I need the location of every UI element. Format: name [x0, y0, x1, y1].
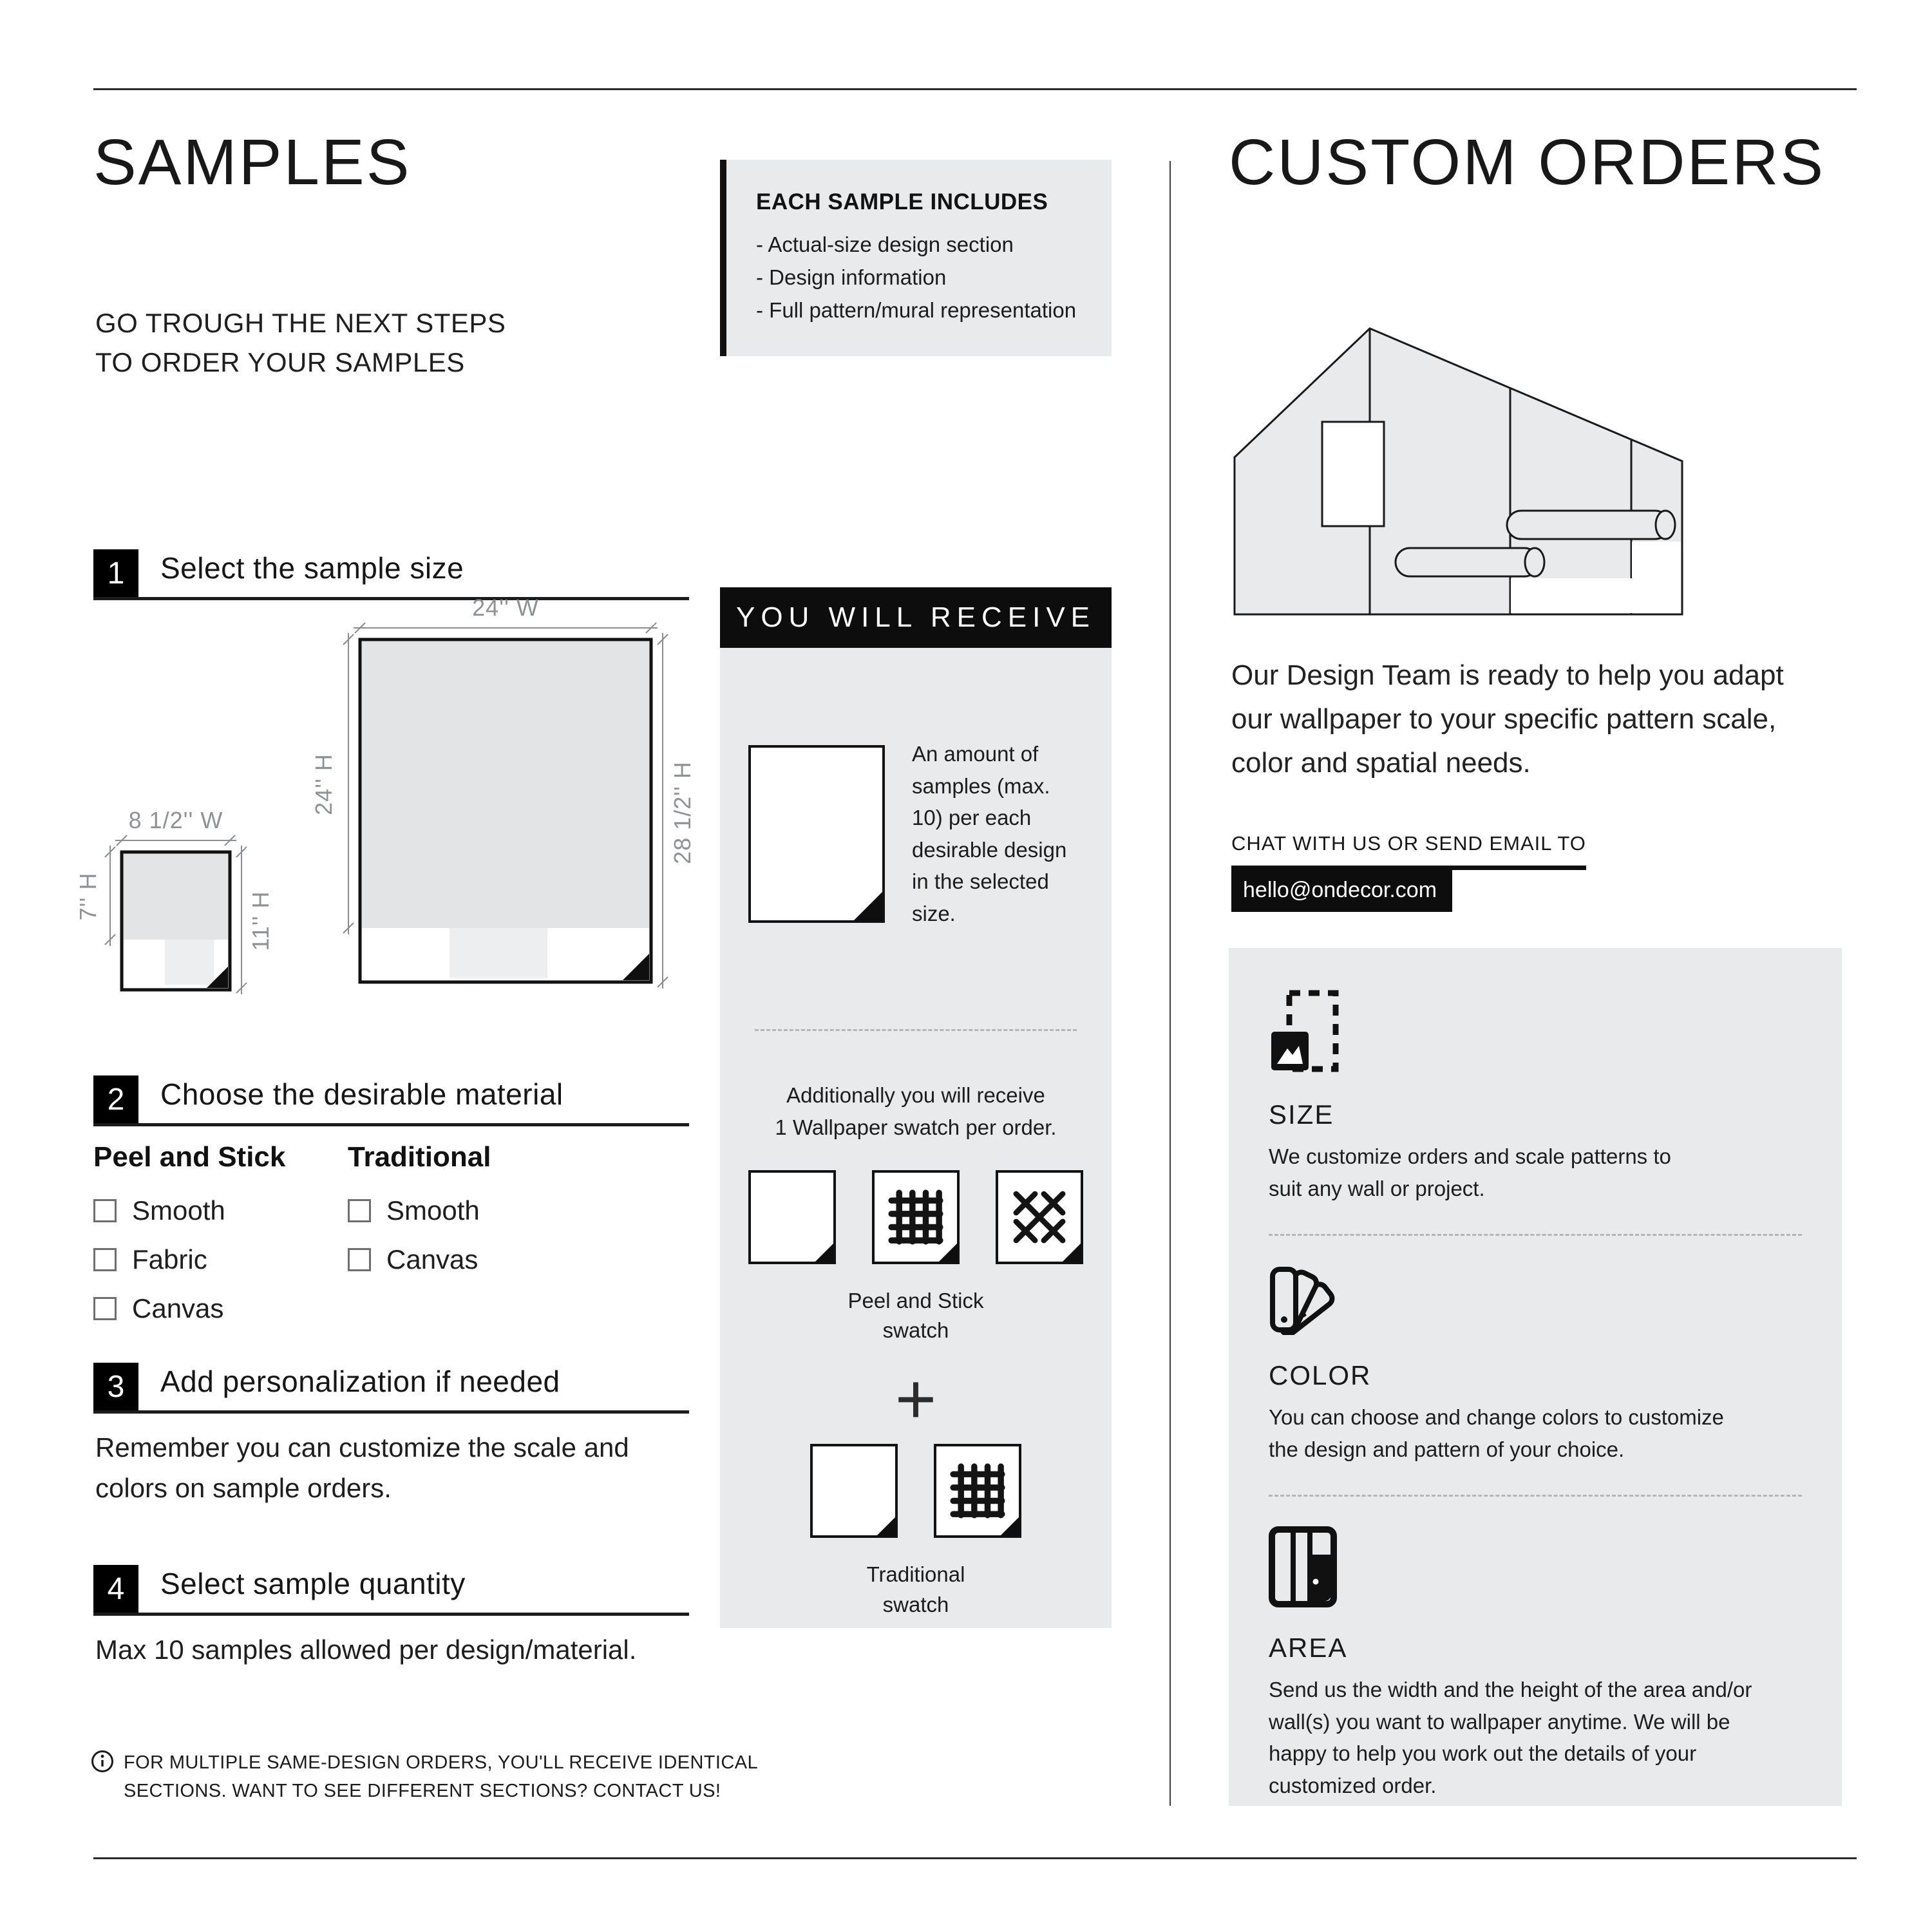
checkbox-peel-smooth[interactable]: [93, 1199, 117, 1222]
custom-paragraph: Our Design Team is ready to help you adapt our wallpaper to your specific pattern scale, color and spatial needs.: [1231, 659, 1784, 779]
includes-title: EACH SAMPLE INCLUDES: [756, 189, 1048, 214]
house-wallpaper-icon: [1233, 325, 1684, 616]
step-2-header: [93, 1070, 689, 1126]
step-1-badge: 1: [93, 549, 138, 597]
material-option-row[interactable]: [348, 1195, 491, 1226]
checkbox-peel-fabric[interactable]: [93, 1248, 117, 1271]
step-1-title: Select the sample size: [160, 551, 464, 585]
additional-note-line1: Additionally you will receive: [786, 1083, 1045, 1107]
step-3-title: Add personalization if needed: [160, 1365, 560, 1398]
step-3-header: [93, 1358, 689, 1414]
features-divider: [1269, 1234, 1802, 1236]
peel-swatch-label-line2: swatch: [882, 1318, 949, 1343]
material-option-row[interactable]: [348, 1244, 491, 1275]
materials-section: [93, 1141, 689, 1347]
samples-intro-line2: TO ORDER YOUR SAMPLES: [95, 346, 465, 377]
step-4-badge: 4: [93, 1565, 138, 1613]
step-4-text: Max 10 samples allowed per design/material.: [95, 1634, 637, 1665]
samples-intro: [95, 304, 506, 383]
house-illustration: [1233, 325, 1684, 620]
materials-traditional-column: [348, 1141, 491, 1293]
dim-large-height-left: 24'' H: [310, 753, 337, 815]
info-icon: [90, 1749, 115, 1774]
checkbox-traditional-canvas[interactable]: [348, 1248, 371, 1271]
footnote-line2: SECTIONS. WANT TO SEE DIFFERENT SECTIONS? CONTACT US!: [124, 1780, 721, 1801]
material-label: Smooth: [386, 1195, 480, 1226]
footnote-text: [124, 1749, 758, 1805]
feature-area-title: AREA: [1269, 1633, 1348, 1663]
feature-size-text: We customize orders and scale patterns to suit any wall or project.: [1269, 1144, 1671, 1200]
sample-paper-row: [748, 738, 1083, 929]
material-option-row[interactable]: [93, 1293, 285, 1324]
dim-small-height-right: 11'' H: [247, 891, 274, 951]
checkbox-peel-canvas[interactable]: [93, 1297, 117, 1320]
feature-color-text: You can choose and change colors to customize the design and pattern of your choice.: [1269, 1405, 1724, 1461]
peel-swatch-row: [748, 1170, 1083, 1264]
color-icon: [1269, 1265, 1345, 1335]
additional-note-line2: 1 Wallpaper swatch per order.: [775, 1115, 1057, 1139]
custom-features-box: [1229, 948, 1842, 1806]
dim-large-width: 24'' W: [472, 594, 539, 621]
step-3-badge: 3: [93, 1363, 138, 1410]
chat-line: CHAT WITH US OR SEND EMAIL TO: [1231, 832, 1586, 870]
column-divider: [1170, 161, 1171, 1806]
step-2-title: Choose the desirable material: [160, 1077, 564, 1111]
material-option-row[interactable]: [93, 1195, 285, 1226]
plain-swatch-icon: [748, 1170, 836, 1264]
samples-intro-line1: GO TROUGH THE NEXT STEPS: [95, 308, 506, 338]
material-label: Canvas: [132, 1293, 224, 1323]
area-icon: [1269, 1526, 1338, 1607]
feature-color-title: COLOR: [1269, 1360, 1372, 1390]
traditional-swatch-label: [748, 1560, 1083, 1619]
grid-pattern-icon: [888, 1189, 943, 1245]
material-label: Smooth: [132, 1195, 225, 1226]
materials-peel-column: [93, 1141, 285, 1342]
dim-small-height-left: 7'' H: [75, 872, 101, 921]
grid-pattern-icon: [950, 1463, 1005, 1519]
each-sample-includes-box: [720, 160, 1112, 356]
additional-note: [748, 1079, 1083, 1143]
samples-amount-text: An amount of samples (max. 10) per each desirable design in the selected size.: [912, 742, 1067, 925]
top-rule: [93, 88, 1857, 90]
features-divider: [1269, 1495, 1802, 1497]
crosshatch-pattern-icon: [1012, 1189, 1067, 1245]
materials-traditional-title: Traditional: [348, 1141, 491, 1173]
chat-line-wrap: [1231, 832, 1586, 912]
bottom-rule: [93, 1857, 1857, 1859]
sample-size-diagram: [64, 594, 702, 1046]
plain-swatch-icon: [810, 1444, 898, 1538]
custom-orders-title: CUSTOM ORDERS: [1229, 126, 1826, 198]
dim-large-height-right: 28 1/2'' H: [669, 761, 696, 864]
step-4-title: Select sample quantity: [160, 1567, 466, 1600]
traditional-swatch-label-line1: Traditional: [866, 1562, 965, 1587]
traditional-swatch-row: [748, 1444, 1083, 1538]
plus-sign-wrap: [748, 1359, 1083, 1439]
size-icon: [1269, 989, 1341, 1074]
receive-divider: [755, 1029, 1077, 1031]
grid-swatch-icon: [934, 1444, 1021, 1538]
sample-sheet-icon: [748, 745, 885, 923]
peel-swatch-label-line1: Peel and Stick: [848, 1289, 984, 1312]
step-2-badge: 2: [93, 1075, 138, 1123]
email-badge[interactable]: hello@ondecor.com: [1231, 870, 1452, 912]
includes-item: - Full pattern/mural representation: [756, 298, 1077, 323]
crosshatch-swatch-icon: [996, 1170, 1083, 1264]
material-option-row[interactable]: [93, 1244, 285, 1275]
step-3-text: Remember you can customize the scale and colors on sample orders.: [95, 1432, 629, 1503]
material-label: Fabric: [132, 1244, 207, 1274]
dim-small-width: 8 1/2'' W: [128, 807, 223, 833]
you-will-receive-header: YOU WILL RECEIVE: [720, 587, 1112, 648]
grid-swatch-icon: [872, 1170, 960, 1264]
material-label: Canvas: [386, 1244, 478, 1274]
step-4-header: [93, 1560, 689, 1616]
checkbox-traditional-smooth[interactable]: [348, 1199, 371, 1222]
footnote-line1: FOR MULTIPLE SAME-DESIGN ORDERS, YOU'LL RECEIVE IDENTICAL: [124, 1752, 758, 1773]
plus-icon: +: [895, 1359, 937, 1439]
samples-title: SAMPLES: [93, 126, 412, 198]
you-will-receive-body: [720, 648, 1112, 1628]
step-1-header: [93, 544, 689, 600]
feature-area-text: Send us the width and the height of the area and/or wall(s) you want to wallpaper anytime. We will be happy to help you work out the details of your customized order.: [1269, 1678, 1752, 1797]
includes-item: - Design information: [756, 265, 947, 290]
traditional-swatch-label-line2: swatch: [882, 1592, 949, 1616]
materials-peel-title: Peel and Stick: [93, 1141, 286, 1173]
peel-swatch-label: [748, 1286, 1083, 1345]
includes-item: - Actual-size design section: [756, 232, 1014, 256]
feature-size-title: SIZE: [1269, 1099, 1334, 1130]
footnote: [90, 1749, 895, 1805]
